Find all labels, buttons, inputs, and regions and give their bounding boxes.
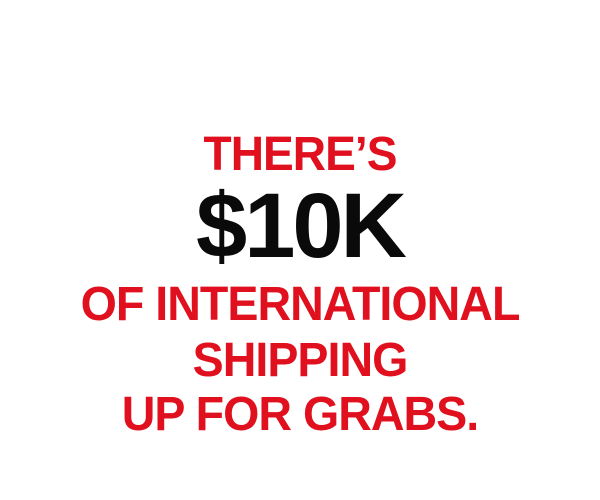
headline-line-theres: THERE’S (203, 128, 397, 181)
headline-line-shipping: SHIPPING (192, 334, 408, 387)
headline-amount: $10K (196, 175, 404, 277)
headline-line-international: OF INTERNATIONAL (80, 278, 520, 331)
headline-line-up-for-grabs: UP FOR GRABS. (121, 388, 479, 441)
